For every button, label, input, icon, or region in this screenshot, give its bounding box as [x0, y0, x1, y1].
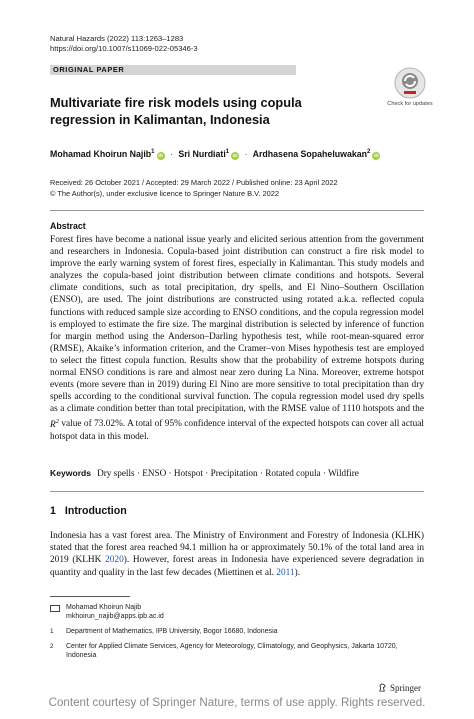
author-name[interactable]: Mohamad Khoirun Najib: [50, 148, 152, 159]
keywords-list: Dry spells · ENSO · Hotspot · Precipitation · Rotated copula · Wildfire: [97, 468, 359, 478]
affiliation-mark: 1: [50, 628, 54, 635]
orcid-icon[interactable]: iD: [232, 152, 238, 158]
author-separator: ·: [169, 148, 173, 159]
keywords-label: Keywords: [50, 468, 92, 478]
abstract-text: [50, 234, 424, 443]
journal-citation: Natural Hazards (2022) 113:1263–1283: [50, 34, 184, 43]
publication-dates: [50, 178, 338, 199]
citation-link[interactable]: 2011: [276, 567, 295, 578]
author-separator: ·: [244, 148, 248, 159]
affiliation-mark: 2: [367, 149, 371, 155]
section-heading: [50, 505, 127, 517]
history-dates: Received: 26 October 2021 / Accepted: 29 March 2022 / Published online: 23 April 2022: [50, 178, 338, 187]
corresponding-author: [50, 603, 424, 621]
section-number: 1: [50, 505, 56, 517]
abstract-body-end: value of 73.02%. A total of 95% confidence interval of the expected hotspots can cover all actual hotspot data in this model.: [50, 419, 424, 442]
abstract-body: Forest fires have become a national issue yearly and elicited serious attention from the government and researchers in Indonesia. Copula-based joint distribution can construct a fire risk model to improve the early warning system of forest fires, especially in Kalimantan. This study models and analyzes the copula-based joint distribution between climate conditions and hotspots. Several climate conditions, such as total precipitation, dry spells, and El Nino–Southern Oscillation (ENSO), are used. The joint distributions are constructed using rotated a.k.a. reflected copula functions with reduced sample size according to ENSO conditions, and the copula regression model is employed to estimate the fire size. The marginal distribution is selected by inference of function for margin method using the Anderson–Darling hypothesis test, while root-mean-squared error (RMSE), Akaike’s information criterion, and the Cramer–von Mises hypothesis test are employed to select the fittest copula function. Results show that the probability of extreme hotspots during normal ENSO conditions is rare and almost near zero during La Nina. Moreover, extreme hotspot events (more severe than in 2019) during El Nino are more sensitive to total precipitation than dry spells according to the conditional survival function. The copula regression model used dry spells as a climate condition better than total precipitation, with the RMSE value of 1110 hotspots and the: [50, 235, 424, 415]
footnotes: [50, 603, 424, 666]
affiliation-mark: 1: [225, 149, 230, 155]
orcid-icon[interactable]: iD: [374, 152, 379, 158]
citation-link[interactable]: 2020: [105, 555, 124, 566]
article-type-label: ORIGINAL PAPER: [53, 65, 125, 74]
keywords: [50, 467, 424, 479]
contact-name: Mohamad Khoirun Najib: [66, 604, 142, 611]
introduction-paragraph: [50, 530, 424, 579]
journal-info: [50, 34, 198, 54]
intro-text: ).: [294, 567, 301, 578]
author-list: [50, 146, 380, 160]
intro-text: Indonesia has a vast forest area. The Ministry of Environment and Forestry of Indonesia (KLHK) stated that the forest area reached 94.1 million ha or approximately 50.1% of the total land area in 2019 (KLHK: [50, 531, 424, 566]
section-title: Introduction: [64, 505, 127, 517]
abstract-heading: Abstract: [50, 221, 86, 231]
contact-email[interactable]: mkhoirun_najib@apps.ipb.ac.id: [66, 613, 164, 620]
author-name[interactable]: Ardhasena Sopaheluwakan: [252, 148, 368, 159]
publisher-logo: [378, 683, 421, 693]
footnote-divider: [50, 596, 130, 597]
divider: [50, 491, 424, 492]
affiliation-text: Center for Applied Climate Services, Agency for Meteorology, Climatology, and Geophysics, Jakarta 10720, Indonesia: [66, 643, 398, 659]
springer-horse-icon: [378, 683, 387, 692]
doi-link[interactable]: https://doi.org/10.1007/s11069-022-05346-3: [50, 44, 198, 53]
check-for-updates-icon[interactable]: [394, 67, 426, 99]
affiliation-mark: 1: [151, 149, 155, 155]
author-name[interactable]: Sri Nurdiati: [178, 148, 226, 159]
check-for-updates-label[interactable]: Check for updates: [387, 101, 433, 107]
intro-text: ). However, forest areas in Indonesia have experienced severe degradation in quantity and quality in the last few decades (Miettinen et al.: [50, 555, 425, 578]
affiliation: [50, 627, 424, 636]
article-title: Multivariate fire risk models using copula regression in Kalimantan, Indonesia: [50, 95, 302, 127]
envelope-icon: [50, 605, 60, 612]
divider: [50, 210, 424, 211]
copyright-line: © The Author(s), under exclusive licence to Springer Nature B.V. 2022: [50, 188, 279, 198]
affiliation-mark: 2: [50, 643, 54, 650]
affiliation: [50, 642, 424, 660]
publisher-name: Springer: [390, 683, 421, 693]
affiliation-text: Department of Mathematics, IPB University, Bogor 16680, Indonesia: [66, 628, 278, 635]
courtesy-notice: Content courtesy of Springer Nature, terms of use apply. Rights reserved.: [48, 696, 426, 709]
r-squared-symbol: $R^2$: [50, 417, 59, 430]
orcid-icon[interactable]: iD: [158, 152, 163, 158]
